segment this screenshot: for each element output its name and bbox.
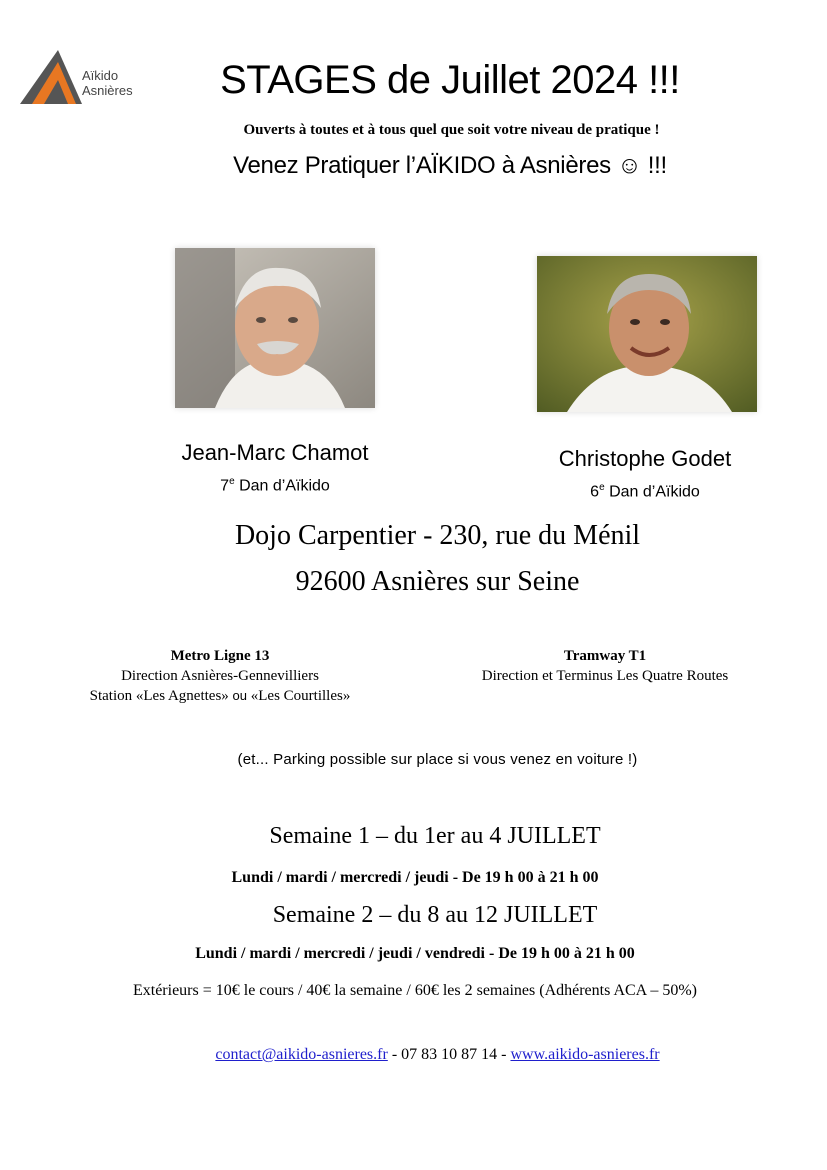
logo-text: [82, 68, 133, 98]
logo-line-1: Aïkido: [82, 68, 119, 83]
teacher-photo-jean-marc: [175, 248, 375, 408]
metro-stations: Station «Les Agnettes» ou «Les Courtilles»: [89, 688, 351, 704]
teacher-name-1: Jean-Marc Chamot: [181, 440, 369, 465]
week-2-days: Lundi / mardi / mercredi / jeudi / vendredi - De 19 h 00 à 21 h 00: [195, 945, 635, 962]
club-logo: [18, 50, 158, 110]
metro-direction: Direction Asnières-Gennevilliers: [121, 668, 319, 684]
contact-email-link[interactable]: contact@aikido-asnieres.fr: [215, 1046, 388, 1063]
metro-info: [20, 646, 420, 706]
parking-note: (et... Parking possible sur place si vous venez en voiture !): [237, 751, 638, 768]
website-link[interactable]: www.aikido-asnieres.fr: [510, 1046, 660, 1063]
teacher-rank-2: 6e Dan d’Aïkido: [590, 482, 700, 501]
teacher-photo-christophe: [537, 256, 757, 412]
subtitle: Ouverts à toutes et à tous quel que soit votre niveau de pratique !: [243, 122, 660, 138]
metro-title: Metro Ligne 13: [170, 648, 270, 664]
teacher-rank-1: 7e Dan d’Aïkido: [220, 476, 330, 495]
logo-mountain-icon: [18, 50, 82, 106]
week-1-days: Lundi / mardi / mercredi / jeudi - De 19 h 00 à 21 h 00: [231, 869, 599, 886]
week-1-title: Semaine 1 – du 1er au 4 JUILLET: [269, 823, 601, 849]
address-line-2: 92600 Asnières sur Seine: [295, 566, 580, 597]
tram-direction: Direction et Terminus Les Quatre Routes: [481, 668, 729, 684]
prices: Extérieurs = 10€ le cours / 40€ la semaine / 60€ les 2 semaines (Adhérents ACA – 50%): [132, 982, 697, 999]
week-2-title: Semaine 2 – du 8 au 12 JUILLET: [272, 902, 598, 928]
teacher-name-2: Christophe Godet: [558, 446, 732, 471]
tagline: Venez Pratiquer l’AÏKIDO à Asnières ☺ !!!: [233, 152, 667, 179]
page-title: STAGES de Juillet 2024 !!!: [220, 58, 680, 102]
contact-line: [100, 1046, 775, 1064]
logo-line-2: Asnières: [82, 83, 133, 98]
tram-title: Tramway T1: [563, 648, 647, 664]
contact-phone: - 07 83 10 87 14 -: [387, 1046, 511, 1063]
address-line-1: Dojo Carpentier - 230, rue du Ménil: [234, 520, 641, 551]
tram-info: [430, 646, 780, 686]
